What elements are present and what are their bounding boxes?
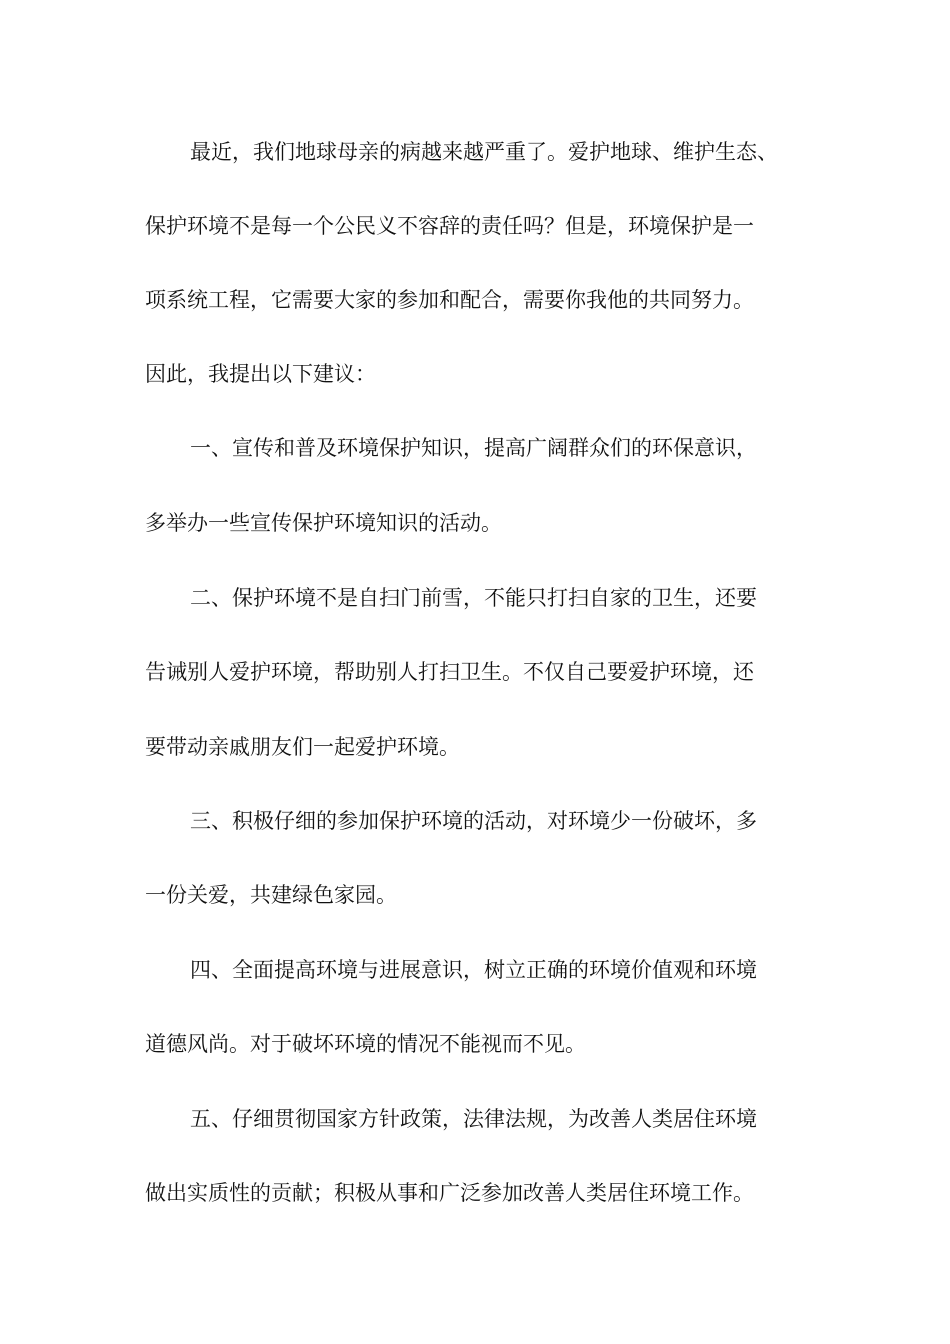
paragraph-line: 一份关爱，共建绿色家园。 <box>145 883 397 907</box>
paragraph-line: 多举办一些宣传保护环境知识的活动。 <box>145 511 502 535</box>
paragraph-line: 二、保护环境不是自扫门前雪，不能只打扫自家的卫生，还要 <box>190 586 757 610</box>
paragraph-line: 四、全面提高环境与进展意识，树立正确的环境价值观和环境 <box>190 958 757 982</box>
paragraph-line: 道德风尚。对于破坏环境的情况不能视而不见。 <box>145 1032 586 1056</box>
paragraph-line: 一、宣传和普及环境保护知识，提高广阔群众们的环保意识， <box>190 436 757 460</box>
paragraph-line: 三、积极仔细的参加保护环境的活动，对环境少一份破坏，多 <box>190 809 757 833</box>
paragraph-line: 最近，我们地球母亲的病越来越严重了。爱护地球、维护生态、 <box>190 140 778 164</box>
paragraph-line: 要带动亲戚朋友们一起爱护环境。 <box>145 735 460 759</box>
paragraph-line: 项系统工程，它需要大家的参加和配合，需要你我他的共同努力。 <box>145 288 754 312</box>
paragraph-line: 保护环境不是每一个公民义不容辞的责任吗？但是，环境保护是一 <box>145 214 754 238</box>
paragraph-line: 五、仔细贯彻国家方针政策，法律法规，为改善人类居住环境 <box>190 1107 757 1131</box>
paragraph-line: 因此，我提出以下建议： <box>145 362 376 386</box>
paragraph-line: 做出实质性的贡献；积极从事和广泛参加改善人类居住环境工作。 <box>145 1181 754 1205</box>
paragraph-line: 告诫别人爱护环境，帮助别人打扫卫生。不仅自己要爱护环境，还 <box>145 660 754 684</box>
